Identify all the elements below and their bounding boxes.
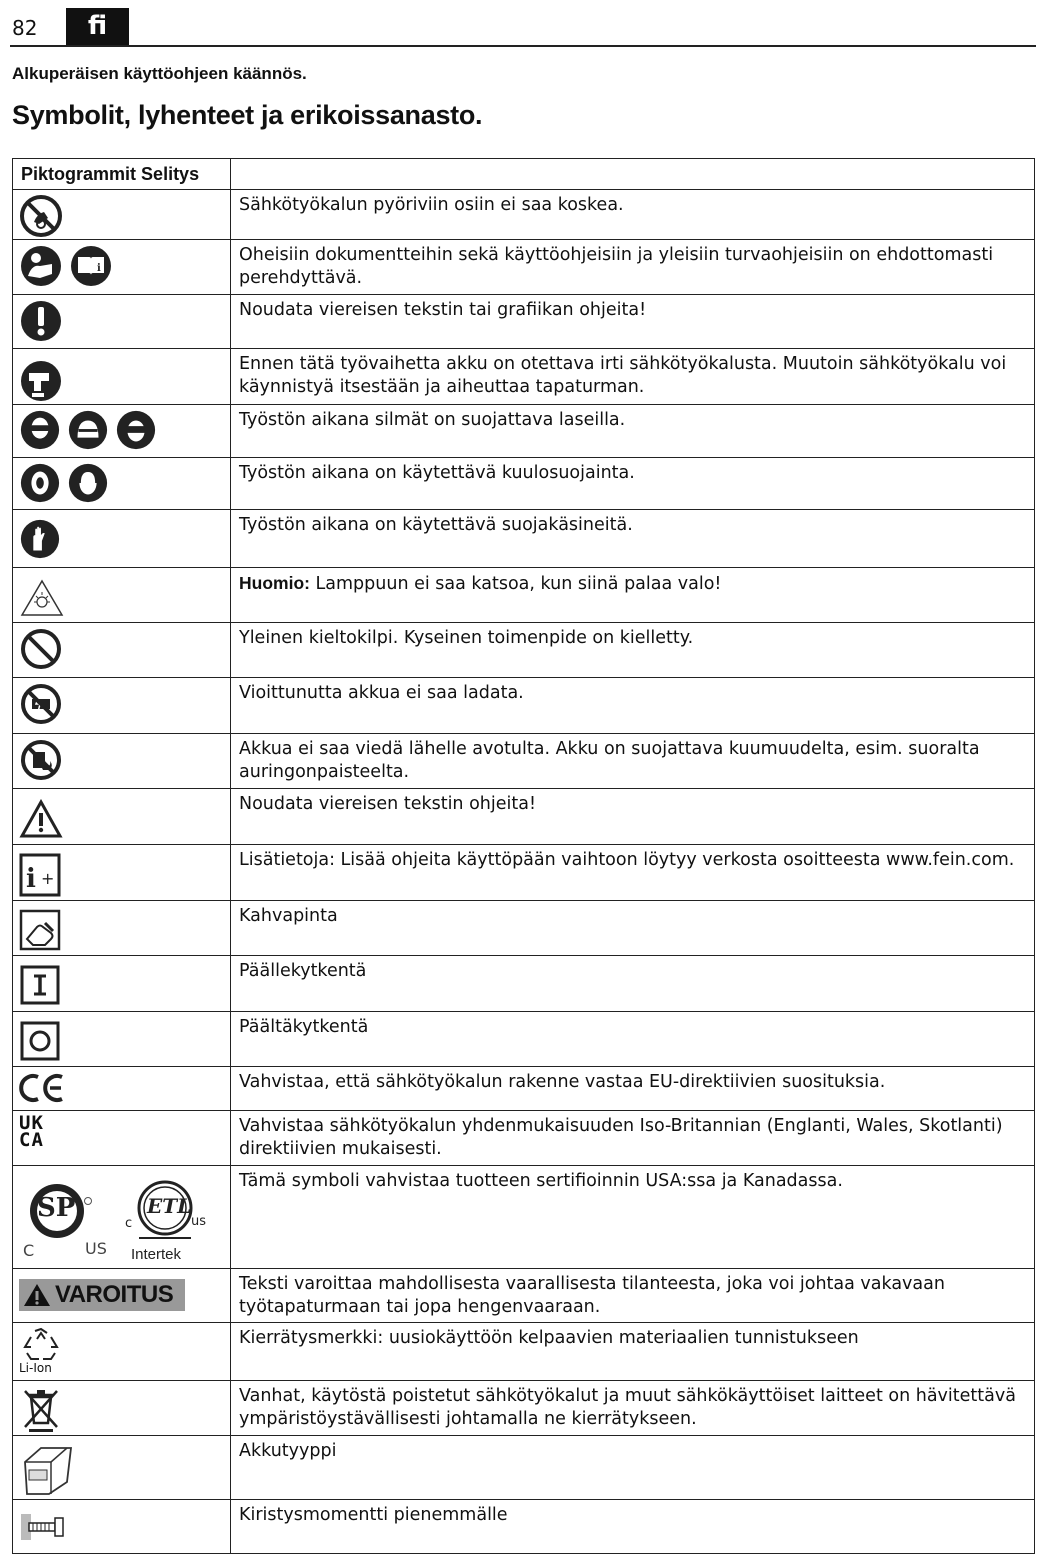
ear-protection-icon: [19, 462, 61, 504]
row-text: Akkutyyppi: [231, 1436, 1035, 1500]
info-plus-icon: [19, 853, 61, 897]
translation-note: Alkuperäisen käyttöohjeen käännös.: [12, 64, 307, 83]
page-number: 82: [12, 16, 38, 40]
row-text: Teksti varoittaa mahdollisesta vaarallisesta tilanteesta, joka voi johtaa vakavaan työtapaturmaan tai jopa hengenvaaraan.: [231, 1269, 1035, 1323]
ukca-mark-icon: [19, 1112, 226, 1151]
row-text: Vioittunutta akkua ei saa ladata.: [231, 678, 1035, 734]
symbols-table: [12, 158, 1035, 1554]
face-shield-icon: [67, 409, 109, 451]
table-row: [13, 789, 1035, 845]
row-text: Vahvistaa, että sähkötyökalun rakenne vastaa EU-direktiivien suosituksia.: [231, 1067, 1035, 1111]
row-text: Päällekytkentä: [231, 956, 1035, 1012]
battery-pack-icon: [19, 1440, 79, 1498]
table-row: [13, 458, 1035, 510]
row-text-content: Lamppuun ei saa katsoa, kun siinä palaa valo!: [309, 574, 722, 594]
li-ion-label: Li-Ion: [19, 1361, 52, 1375]
ukca-line-1: UK: [19, 1112, 44, 1134]
row-text: Yleinen kieltokilpi. Kyseinen toimenpide on kielletty.: [231, 623, 1035, 678]
etl-brand: Intertek: [131, 1246, 182, 1263]
csa-c: C: [23, 1241, 35, 1260]
table-row: [13, 623, 1035, 678]
csa-letters: SP: [37, 1193, 76, 1223]
header-label-explanation: Selitys: [141, 164, 200, 184]
header-pictograms: [13, 159, 231, 190]
row-text: Työstön aikana silmät on suojattava laseilla.: [231, 405, 1035, 458]
attention-label: Huomio:: [239, 573, 310, 593]
mandatory-action-icon: [19, 299, 63, 343]
table-row: [13, 1323, 1035, 1381]
row-text: Kierrätysmerkki: uusiokäyttöön kelpaavien materiaalien tunnistukseen: [231, 1323, 1035, 1381]
no-touch-rotating-parts-icon: [19, 194, 63, 238]
csa-mark-icon: [19, 1179, 111, 1265]
no-fire-battery-icon: [19, 738, 63, 782]
table-row: [13, 405, 1035, 458]
table-row: [13, 734, 1035, 789]
row-text: Noudata viereisen tekstin ohjeita!: [231, 789, 1035, 845]
table-header-row: [13, 159, 1035, 190]
row-text: Oheisiin dokumentteihin sekä käyttöohjeisiin ja yleisiin turvaohjeisiin on ehdottomasti perehdyttävä.: [231, 240, 1035, 295]
row-text: Tämä symboli vahvistaa tuotteen sertifioinnin USA:ssa ja Kanadassa.: [231, 1166, 1035, 1269]
table-row: [13, 295, 1035, 349]
row-text: Työstön aikana on käytettävä kuulosuojainta.: [231, 458, 1035, 510]
row-text: Sähkötyökalun pyöriviin osiin ei saa koskea.: [231, 190, 1035, 240]
etl-us: us: [191, 1214, 207, 1229]
eye-protection-icon: [19, 409, 61, 451]
table-row: [13, 901, 1035, 956]
warning-label-icon: [19, 1279, 185, 1311]
table-row: [13, 349, 1035, 405]
prohibition-icon: [19, 627, 63, 671]
recycling-li-ion-icon: [19, 1327, 69, 1375]
table-row: [13, 1067, 1035, 1111]
weee-crossed-bin-icon: [19, 1385, 63, 1433]
page-title: Symbolit, lyhenteet ja erikoissanasto.: [12, 100, 483, 130]
table-row: [13, 678, 1035, 734]
warning-triangle-icon: [19, 799, 63, 839]
warning-label-text: VAROITUS: [55, 1281, 174, 1308]
no-charging-damaged-battery-icon: [19, 682, 63, 726]
safety-goggles-icon: [115, 409, 157, 451]
etl-letters: ETL: [147, 1194, 192, 1218]
torque-screw-icon: [19, 1510, 67, 1544]
table-row: [13, 1381, 1035, 1436]
table-row: [13, 1111, 1035, 1166]
power-off-icon: [19, 1020, 61, 1062]
row-text: Työstön aikana on käytettävä suojakäsineitä.: [231, 510, 1035, 568]
row-text: Noudata viereisen tekstin tai grafiikan ohjeita!: [231, 295, 1035, 349]
etl-intertek-mark-icon: [125, 1176, 205, 1268]
page-header: [10, 8, 1036, 47]
svg-text:i: i: [97, 263, 101, 274]
ce-mark-icon: [19, 1071, 67, 1105]
power-on-icon: [19, 964, 61, 1006]
ear-muffs-icon: [67, 462, 109, 504]
etl-c: c: [125, 1216, 133, 1231]
header-label-pictograms: Piktogrammit: [21, 164, 137, 184]
language-tab: fi: [66, 8, 129, 45]
read-instructions-book-icon: [69, 244, 113, 288]
svg-text:i: i: [26, 864, 36, 894]
svg-text:+: +: [41, 869, 55, 888]
header-empty: [231, 159, 1035, 190]
csa-us: US: [85, 1239, 107, 1258]
row-text: Akkua ei saa viedä lähelle avotulta. Akku on suojattava kuumuudelta, esim. suoralta auringonpaisteelta.: [231, 734, 1035, 789]
row-text: Lisätietoja: Lisää ohjeita käyttöpään vaihtoon löytyy verkosta osoitteesta www.fein.com.: [231, 845, 1035, 901]
row-text: Päältäkytkentä: [231, 1012, 1035, 1067]
table-row: [13, 190, 1035, 240]
table-row: [13, 240, 1035, 295]
table-row: [13, 1269, 1035, 1323]
row-text: Ennen tätä työvaihetta akku on otettava irti sähkötyökalusta. Muutoin sähkötyökalu voi käynnistyä itsestään ja aiheuttaa tapaturman.: [231, 349, 1035, 405]
table-row: [13, 956, 1035, 1012]
row-text: [231, 568, 1035, 623]
read-manual-icon: [19, 244, 63, 288]
table-row: [13, 1436, 1035, 1500]
row-text: Vanhat, käytöstä poistetut sähkötyökalut ja muut sähkökäyttöiset laitteet on hävitettävä ympäristöystävällisesti johtamalla ne kierrätykseen.: [231, 1381, 1035, 1436]
table-row: [13, 510, 1035, 568]
remove-battery-icon: [19, 359, 63, 403]
table-row: [13, 1500, 1035, 1554]
row-text: Kahvapinta: [231, 901, 1035, 956]
grip-surface-icon: [19, 909, 61, 951]
protective-gloves-icon: [19, 518, 61, 560]
light-warning-icon: [19, 578, 65, 618]
ukca-line-2: CA: [19, 1129, 44, 1151]
row-text: Vahvistaa sähkötyökalun yhdenmukaisuuden Iso-Britannian (Englanti, Wales, Skotlanti) direktiivien mukaisesti.: [231, 1111, 1035, 1166]
row-text: Kiristysmomentti pienemmälle: [231, 1500, 1035, 1554]
table-row: [13, 1166, 1035, 1269]
table-row: [13, 1012, 1035, 1067]
table-row: [13, 568, 1035, 623]
table-row: [13, 845, 1035, 901]
